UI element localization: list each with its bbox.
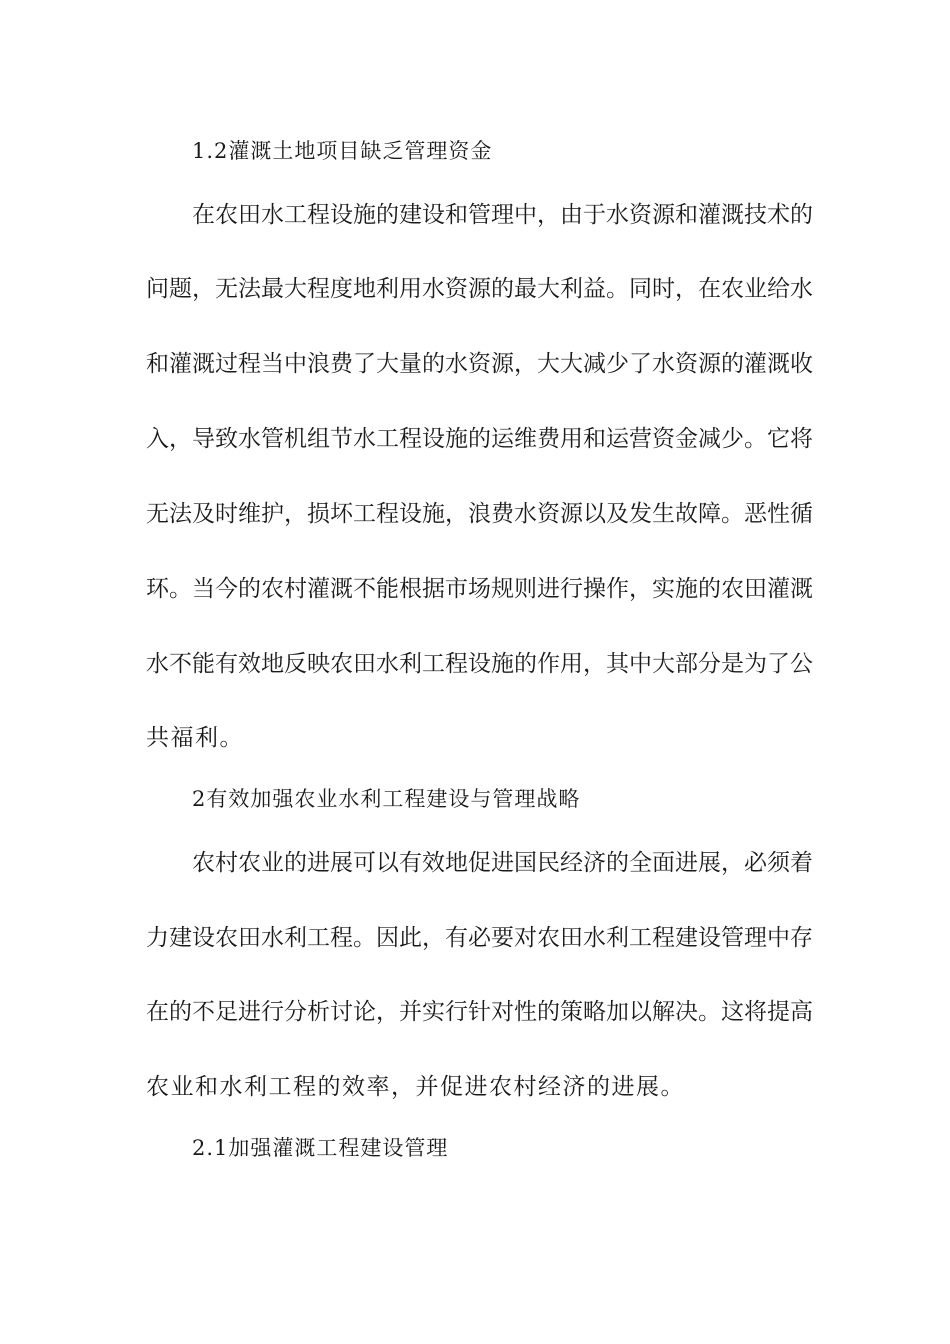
paragraph-2-line-3: 在的不足进行分析讨论，并实行针对性的策略加以解决。这将提高 [146,999,813,1025]
paragraph-1-line-3: 和灌溉过程当中浪费了大量的水资源，大大减少了水资源的灌溉收 [146,351,813,377]
paragraph-1-line-1: 在农田水工程设施的建设和管理中，由于水资源和灌溉技术的 [192,202,813,228]
section-heading-2: 2有效加强农业水利工程建设与管理战略 [192,787,581,811]
paragraph-2-line-4: 农业和水利工程的效率，并促进农村经济的进展。 [146,1074,685,1100]
paragraph-1-line-4: 入，导致水管机组节水工程设施的运维费用和运营资金减少。它将 [146,426,813,452]
paragraph-2-line-2: 力建设农田水利工程。因此，有必要对农田水利工程建设管理中存 [146,925,813,951]
paragraph-2-line-1: 农村农业的进展可以有效地促进国民经济的全面进展，必须着 [192,850,813,876]
paragraph-1-line-6: 环。当今的农村灌溉不能根据市场规则进行操作，实施的农田灌溉 [146,576,813,602]
paragraph-1-line-7: 水不能有效地反映农田水利工程设施的作用，其中大部分是为了公 [146,651,813,677]
section-heading-1-2: 1.2灌溉土地项目缺乏管理资金 [192,139,493,163]
paragraph-1-line-8: 共福利。 [146,725,244,751]
paragraph-1-line-5: 无法及时维护，损坏工程设施，浪费水资源以及发生故障。恶性循 [146,501,813,527]
paragraph-1-line-2: 问题，无法最大程度地利用水资源的最大利益。同时，在农业给水 [146,276,813,302]
section-heading-2-1: 2.1加强灌溉工程建设管理 [192,1136,449,1160]
